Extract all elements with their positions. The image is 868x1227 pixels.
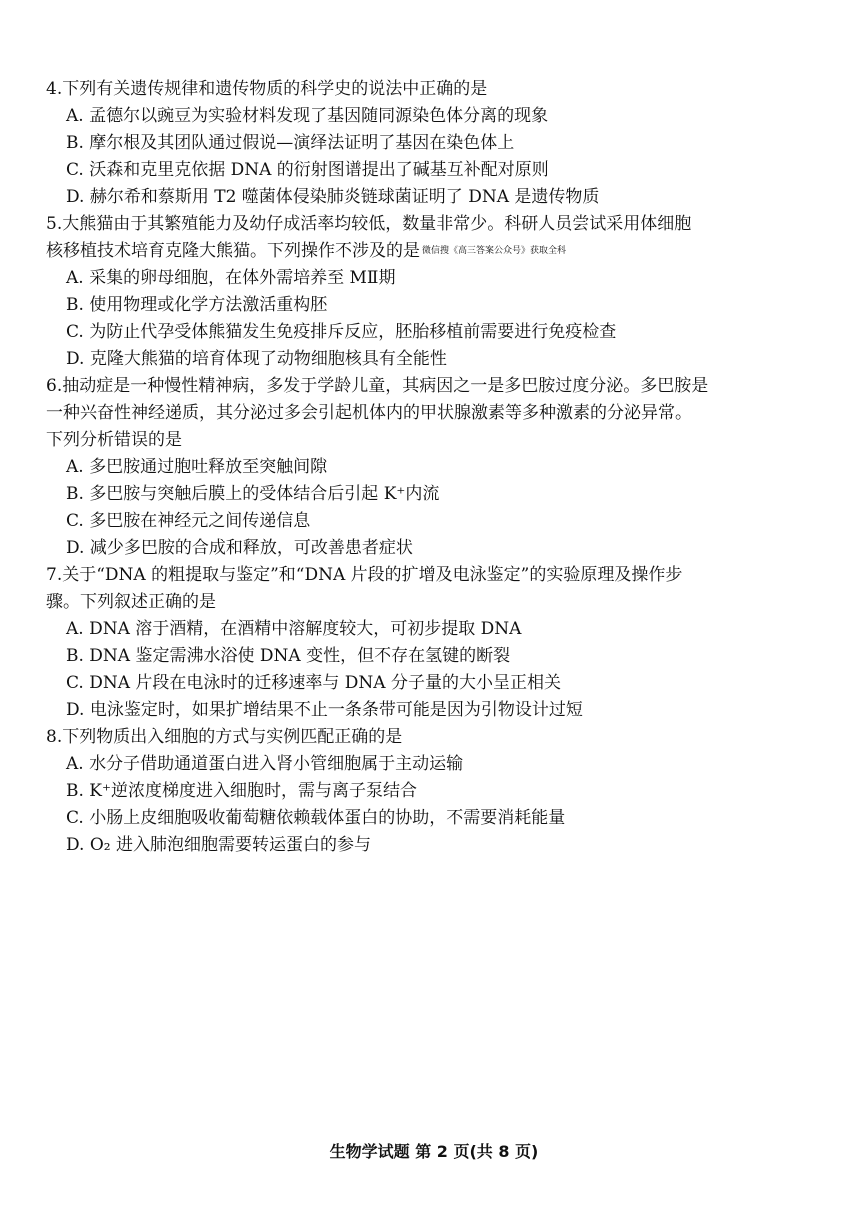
question-6 [46, 373, 846, 562]
option-d: D. 赫尔希和蔡斯用 T2 噬菌体侵染肺炎链球菌证明了 DNA 是遗传物质 [66, 187, 600, 207]
option-c: C. 小肠上皮细胞吸收葡萄糖依赖载体蛋白的协助，不需要消耗能量 [66, 808, 566, 828]
page-footer: 生物学试题 第 2 页(共 8 页) [329, 1142, 539, 1161]
option-c: C. 为防止代孕受体熊猫发生免疫排斥反应，胚胎移植前需要进行免疫检查 [66, 322, 617, 342]
option-c: C. DNA 片段在电泳时的迁移速率与 DNA 分子量的大小呈正相关 [66, 673, 561, 693]
question-stem: 7.关于“DNA 的粗提取与鉴定”和“DNA 片段的扩增及电泳鉴定”的实验原理及操作步 [46, 565, 683, 585]
question-stem-text: 核移植技术培育克隆大熊猫。下列操作不涉及的是 [46, 241, 420, 261]
option-c: C. 多巴胺在神经元之间传递信息 [66, 511, 311, 531]
question-7 [46, 562, 846, 724]
question-stem: 6.抽动症是一种慢性精神病，多发于学龄儿童，其病因之一是多巴胺过度分泌。多巴胺是 [46, 376, 709, 396]
question-stem: 4.下列有关遗传规律和遗传物质的科学史的说法中正确的是 [46, 79, 488, 99]
question-stem: 8.下列物质出入细胞的方式与实例匹配正确的是 [46, 727, 403, 747]
option-b: B. 使用物理或化学方法激活重构胚 [66, 295, 328, 315]
option-a: A. DNA 溶于酒精，在酒精中溶解度较大，可初步提取 DNA [66, 619, 522, 639]
question-stem-line [46, 238, 846, 265]
question-4 [46, 76, 846, 211]
exam-page-content [46, 76, 846, 859]
option-d: D. O₂ 进入肺泡细胞需要转运蛋白的参与 [66, 835, 371, 855]
option-a: A. 水分子借助通道蛋白进入肾小管细胞属于主动运输 [66, 754, 464, 774]
question-5 [46, 211, 846, 373]
option-b: B. 摩尔根及其团队通过假说—演绎法证明了基因在染色体上 [66, 133, 515, 153]
option-b: B. K⁺逆浓度梯度进入细胞时，需与离子泵结合 [66, 781, 417, 801]
option-a: A. 采集的卵母细胞，在体外需培养至 MⅡ期 [66, 268, 396, 288]
option-d: D. 克隆大熊猫的培育体现了动物细胞核具有全能性 [66, 349, 447, 369]
option-a: A. 孟德尔以豌豆为实验材料发现了基因随同源染色体分离的现象 [66, 106, 549, 126]
option-b: B. DNA 鉴定需沸水浴使 DNA 变性，但不存在氢键的断裂 [66, 646, 511, 666]
question-8 [46, 724, 846, 859]
option-d: D. 电泳鉴定时，如果扩增结果不止一条条带可能是因为引物设计过短 [66, 700, 583, 720]
question-stem: 5.大熊猫由于其繁殖能力及幼仔成活率均较低，数量非常少。科研人员尝试采用体细胞 [46, 214, 692, 234]
option-b: B. 多巴胺与突触后膜上的受体结合后引起 K⁺内流 [66, 484, 440, 504]
watermark-note: 微信搜《高三答案公众号》获取全科 [422, 246, 567, 256]
question-stem-line: 下列分析错误的是 [46, 430, 182, 450]
option-a: A. 多巴胺通过胞吐释放至突触间隙 [66, 457, 328, 477]
option-c: C. 沃森和克里克依据 DNA 的衍射图谱提出了碱基互补配对原则 [66, 160, 549, 180]
question-stem-line: 骤。下列叙述正确的是 [46, 592, 216, 612]
option-d: D. 减少多巴胺的合成和释放，可改善患者症状 [66, 538, 413, 558]
question-stem-line: 一种兴奋性神经递质，其分泌过多会引起机体内的甲状腺激素等多种激素的分泌异常。 [46, 403, 692, 423]
